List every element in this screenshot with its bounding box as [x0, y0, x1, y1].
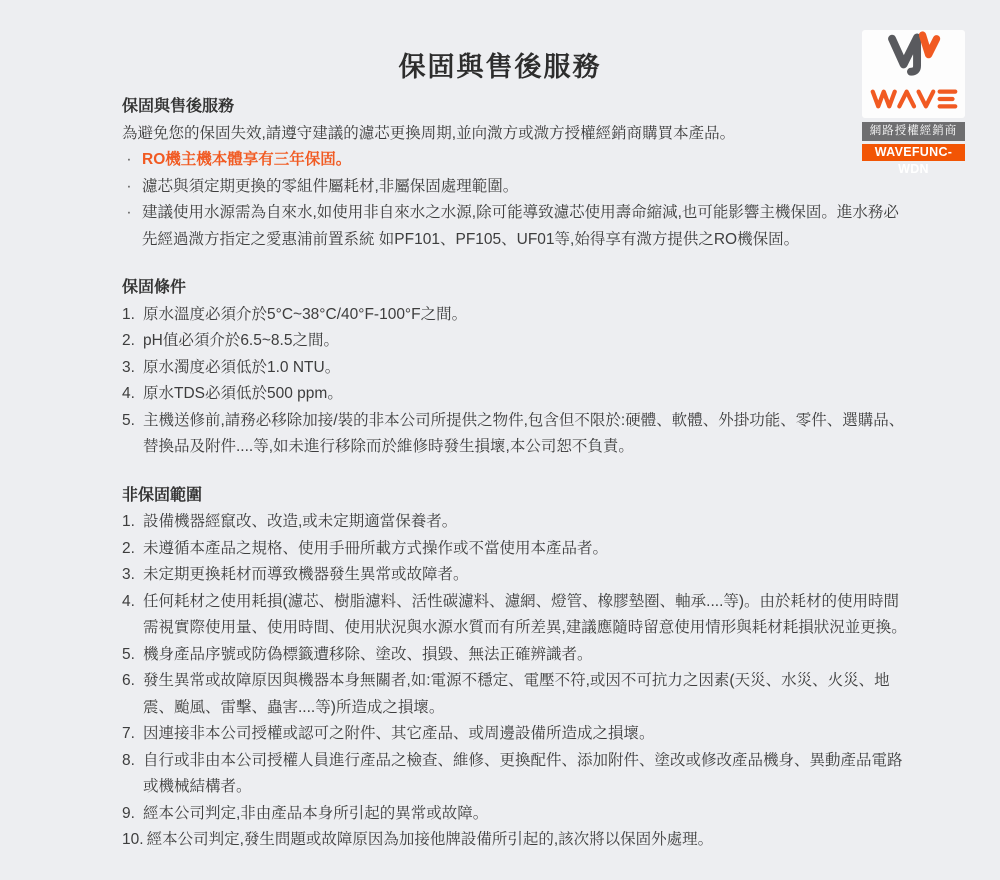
- list-item: 4. 任何耗材之使用耗損(濾芯、樹脂濾料、活性碳濾料、濾網、燈管、橡膠墊圈、軸承....等)。由於耗材的使用時間需視實際使用量、使用時間、使用狀況與水源水質而有所差異,建議應隨時留意使用情形與耗材耗損狀況並更換。: [122, 592, 907, 636]
- page-title: 保固與售後服務: [398, 52, 602, 82]
- list-item: 1. 原水溫度必須介於5°C~38°C/40°F-100°F之間。: [122, 305, 468, 323]
- list-item: 5. 機身產品序號或防偽標籤遭移除、塗改、損毀、無法正確辨識者。: [122, 645, 593, 663]
- list-item: 3. 原水濁度必須低於1.0 NTU。: [122, 358, 341, 376]
- intro-bullet: · RO機主機本體享有三年保固。: [122, 147, 914, 174]
- intro-bullet: · 濾芯與須定期更換的零組件屬耗材,非屬保固處理範圍。: [122, 174, 914, 201]
- list-item: 5. 主機送修前,請務必移除加接/裝的非本公司所提供之物件,包含但不限於:硬體、軟體、外掛功能、零件、選購品、替換品及附件....等,如未進行移除而於維修時發生損壞,本公司恕不負責。: [122, 411, 905, 455]
- list-item: 4. 原水TDS必須低於500 ppm。: [122, 385, 343, 402]
- list-item: 10. 經本公司判定,發生問題或故障原因為加接他牌設備所引起的,該次將以保固外處理。: [122, 831, 714, 848]
- list-item: 9. 經本公司判定,非由產品本身所引起的異常或故障。: [122, 804, 489, 822]
- intro-bullet: · 建議使用水源需為自來水,如使用非自來水之水源,除可能導致濾芯使用壽命縮減,也可能影響主機保固。進水務必先經過溦方指定之愛惠浦前置系統 如PF101、PF105、UF01等,始得享有溦方提供之RO機保固。: [122, 200, 914, 253]
- list-item: 6. 發生異常或故障原因與機器本身無關者,如:電源不穩定、電壓不符,或因不可抗力之因素(天災、水災、火災、地震、颱風、雷擊、蟲害....等)所造成之損壞。: [122, 672, 890, 716]
- list-item: 8. 自行或非由本公司授權人員進行產品之檢查、維修、更換配件、添加附件、塗改或修改產品機身、異動產品電路或機械結構者。: [122, 751, 903, 795]
- intro-heading: 保固與售後服務: [122, 98, 235, 115]
- intro-paragraph: 為避免您的保固失效,請遵守建議的濾芯更換周期,並向溦方或溦方授權經銷商購買本產品。: [122, 124, 736, 142]
- list-item: 2. 未遵循本產品之規格、使用手冊所載方式操作或不當使用本產品者。: [122, 539, 609, 557]
- bullet-dot: ·: [126, 151, 132, 168]
- list-item: 1. 設備機器經竄改、改造,或未定期適當保養者。: [122, 513, 458, 530]
- list-item: 2. pH值必須介於6.5~8.5之間。: [122, 332, 339, 349]
- wave-logo-icon: [883, 29, 945, 89]
- document-body: [122, 94, 914, 854]
- dealer-code: WAVEFUNC-WDN: [862, 144, 965, 161]
- bullet-dot: ·: [126, 204, 132, 221]
- list-item: 7. 因連接非本公司授權或認可之附件、其它產品、或周邊設備所造成之損壞。: [122, 725, 655, 742]
- list-item: 3. 未定期更換耗材而導致機器發生異常或故障者。: [122, 566, 469, 583]
- bullet-dot: ·: [126, 177, 132, 195]
- dealer-label: 網路授權經銷商: [862, 122, 965, 141]
- warranty-conditions-heading: 保固條件: [122, 279, 187, 296]
- non-warranty-heading: 非保固範圍: [122, 486, 203, 504]
